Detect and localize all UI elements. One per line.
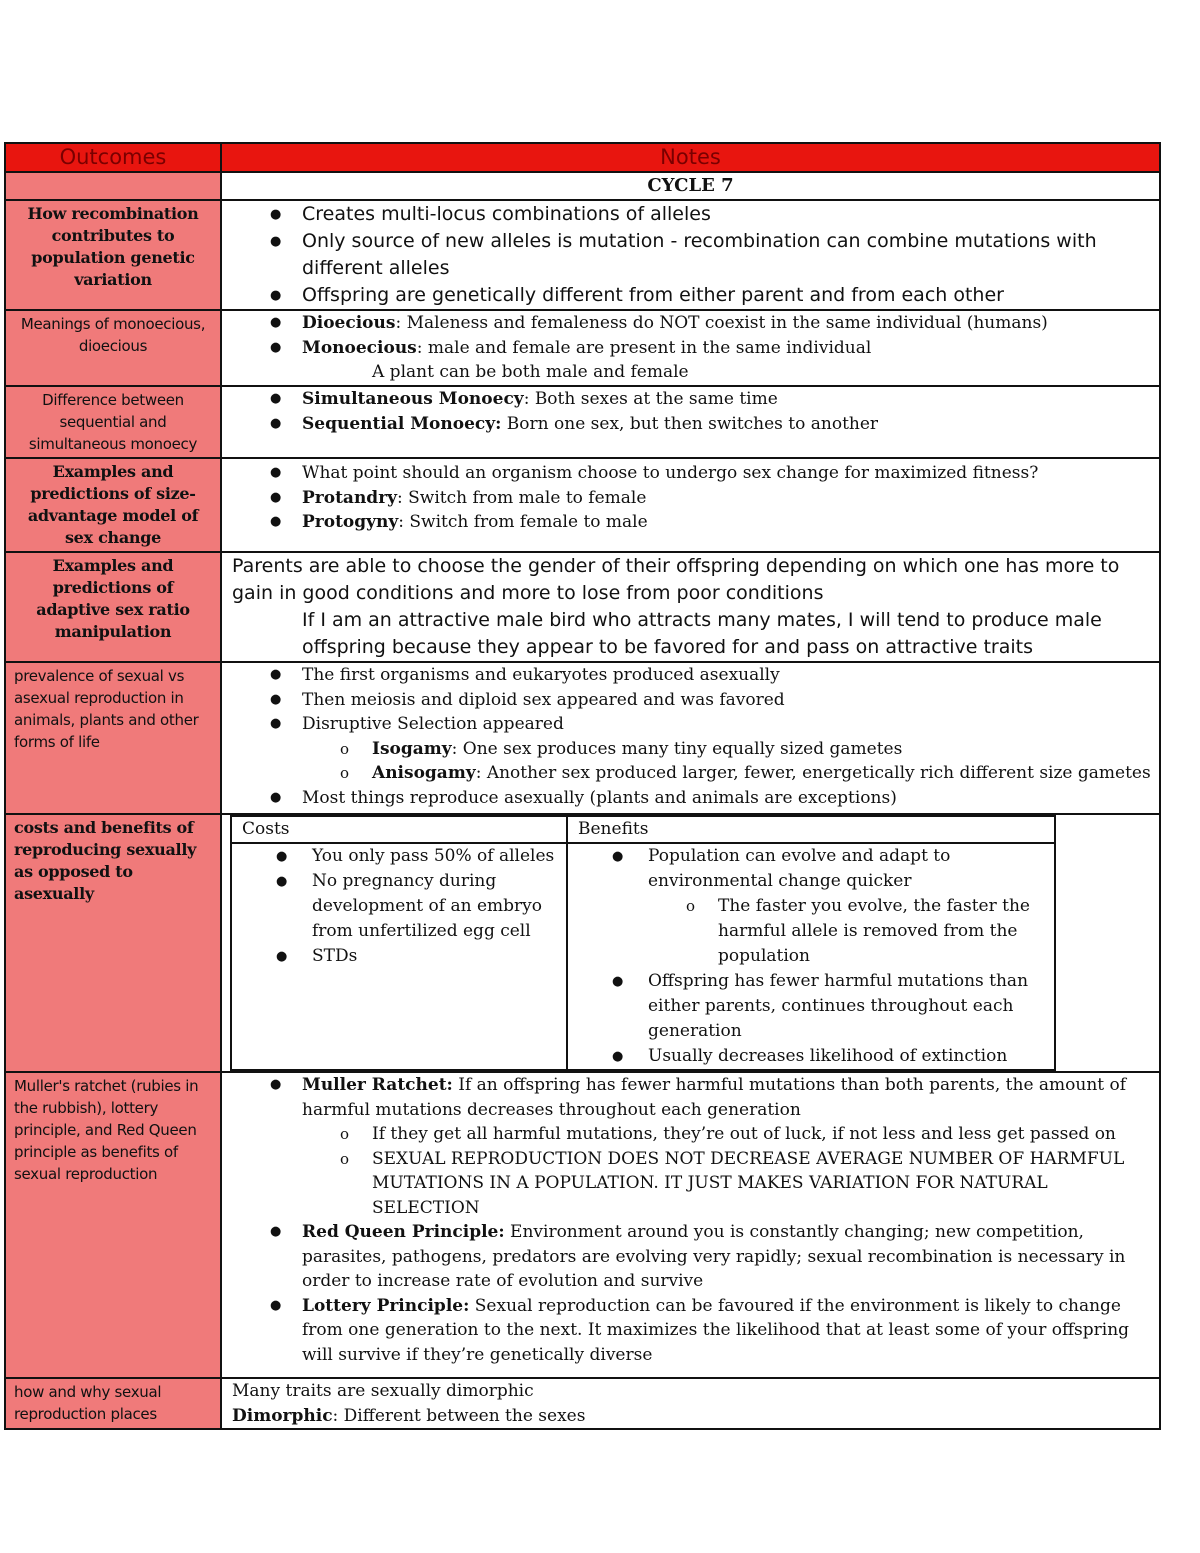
list-item [232,1073,1153,1122]
definition: : One sex produces many tiny equally sized gametes [451,738,903,759]
definition: Born one sex, but then switches to another [501,413,879,434]
sub-list-item [232,761,1153,786]
term: Protogyny [302,512,399,532]
table-row [5,386,1160,458]
definition: : male and female are present in the same individual [416,337,872,358]
table-row [5,458,1160,552]
table-row [5,310,1160,386]
list-item: ● Offspring are genetically different from either parent and from each other [232,282,1153,309]
table-row [5,1378,1160,1429]
sub-list-item [232,737,1153,762]
costs-cell [231,843,567,1070]
list-item: ● Only source of new alleles is mutation - recombination can combine mutations with different alleles [232,228,1153,282]
note-line: Many traits are sexually dimorphic [232,1381,534,1401]
costs-header: Costs [231,816,567,843]
list-item [232,412,1153,437]
table-row [5,200,1160,310]
notes-cell [221,386,1160,458]
notes-cell [221,200,1160,310]
outcome-cell: Examples and predictions of adaptive sex ratio manipulation [5,552,221,662]
table-row [5,552,1160,662]
benefits-cell [567,843,1055,1070]
list-item: ● Offspring has fewer harmful mutations than either parents, continues throughout each generation [568,969,1054,1044]
term: Lottery Principle: [302,1295,470,1316]
list-item [232,1294,1153,1368]
term: Sequential Monoecy: [302,413,502,434]
list-item [232,1220,1153,1294]
list-item: ● The first organisms and eukaryotes produced asexually [232,663,1153,688]
list-item: ● Then meiosis and diploid sex appeared and was favored [232,688,1153,713]
cycle-row-outcome-cell [5,172,221,200]
definition: Sexual reproduction can be favoured if the environment is likely to change from one generation to the next. It maximizes the likelihood that at least some of your offspring will survive if they’re genetically diverse [302,1295,1130,1365]
notes-table [4,142,1161,1430]
list-item: ● Population can evolve and adapt to environmental change quicker [568,844,1054,894]
list-item [232,510,1153,535]
list-item: ● Most things reproduce asexually (plants and animals are exceptions) [232,786,1153,811]
table-row [5,1072,1160,1378]
definition: : Another sex produced larger, fewer, energetically rich different size gametes [475,763,1151,783]
term: Simultaneous Monoecy [302,389,524,409]
definition: If an offspring has fewer harmful mutations than both parents, the amount of harmful mutations decreases throughout each generation [302,1075,1127,1120]
definition: : Different between the sexes [332,1405,586,1426]
term: Monoecious [302,337,417,358]
notes-cell [221,1072,1160,1378]
notes-cell [221,458,1160,552]
list-item: ● You only pass 50% of alleles [232,844,566,869]
term: Dimorphic [232,1405,333,1426]
outcome-cell: prevalence of sexual vs asexual reproduction in animals, plants and other forms of life [5,662,221,814]
notes-cell [221,1378,1160,1429]
outcomes-header: Outcomes [5,143,221,172]
outcome-cell: how and why sexual reproduction places [5,1378,221,1429]
list-item [232,387,1153,412]
definition: : Maleness and femaleness do NOT coexist in the same individual (humans) [395,313,1048,333]
outcome-cell: costs and benefits of reproducing sexually as opposed to asexually [5,814,221,1072]
definition: : Both sexes at the same time [523,389,778,409]
list-item: ● STDs [232,944,566,969]
definition: : Switch from male to female [397,487,647,508]
list-item: ● Creates multi-locus combinations of alleles [232,201,1153,228]
sub-list-item: o If they get all harmful mutations, they’re out of luck, if not less and less get passed on [232,1122,1153,1147]
table-row [5,662,1160,814]
list-item [232,311,1153,336]
benefits-header: Benefits [567,816,1055,843]
term: Muller Ratchet: [302,1075,453,1095]
list-item: ● What point should an organism choose to undergo sex change for maximized fitness? [232,461,1153,486]
notes-cell [221,814,1160,1072]
term: Anisogamy [372,763,476,783]
sub-list-item: o SEXUAL REPRODUCTION DOES NOT DECREASE AVERAGE NUMBER OF HARMFUL MUTATIONS IN A POPULATION. IT JUST MAKES VARIATION FOR NATURAL SELECTION [232,1147,1153,1221]
outcome-cell: How recombination contributes to population genetic variation [5,200,221,310]
sub-list-item: o The faster you evolve, the faster the harmful allele is removed from the population [568,894,1054,969]
list-item: ● No pregnancy during development of an embryo from unfertilized egg cell [232,869,566,944]
note-line: A plant can be both male and female [372,362,689,382]
table-row [5,814,1160,1072]
outcome-cell: Meanings of monoecious, dioecious [5,310,221,386]
outcome-cell: Muller's ratchet (rubies in the rubbish), lottery principle, and Red Queen principle as benefits of sexual reproduction [5,1072,221,1378]
list-item: ● Usually decreases likelihood of extinction [568,1044,1054,1069]
cycle-row [5,172,1160,200]
notes-cell [221,662,1160,814]
costs-benefits-body-row [231,843,1055,1070]
cycle-title: CYCLE 7 [221,172,1160,200]
term: Red Queen Principle: [302,1222,505,1242]
list-item [232,486,1153,511]
list-item [232,336,1153,361]
notes-cell [221,310,1160,386]
definition: : Switch from female to male [398,512,648,532]
outcome-cell: Difference between sequential and simultaneous monoecy [5,386,221,458]
paragraph: If I am an attractive male bird who attracts many mates, I will tend to produce male offspring because they appear to be favored for and pass on attractive traits [302,609,1102,658]
term: Dioecious [302,313,396,333]
list-item: ● Disruptive Selection appeared [232,712,1153,737]
note-line [232,1404,1153,1429]
notes-header: Notes [221,143,1160,172]
costs-benefits-table [230,815,1056,1071]
costs-benefits-header-row [231,816,1055,843]
definition: Environment around you is constantly changing; new competition, parasites, pathogens, predators are evolving very rapidly; sexual recombination is necessary in order to increase rate of evolution and survive [302,1222,1126,1291]
term: Isogamy [372,738,452,759]
table-header-row [5,143,1160,172]
paragraph: Parents are able to choose the gender of their offspring depending on which one has more to gain in good conditions and more to lose from poor conditions [232,555,1120,604]
notes-cell [221,552,1160,662]
term: Protandry [302,487,398,508]
outcome-cell: Examples and predictions of size-advantage model of sex change [5,458,221,552]
